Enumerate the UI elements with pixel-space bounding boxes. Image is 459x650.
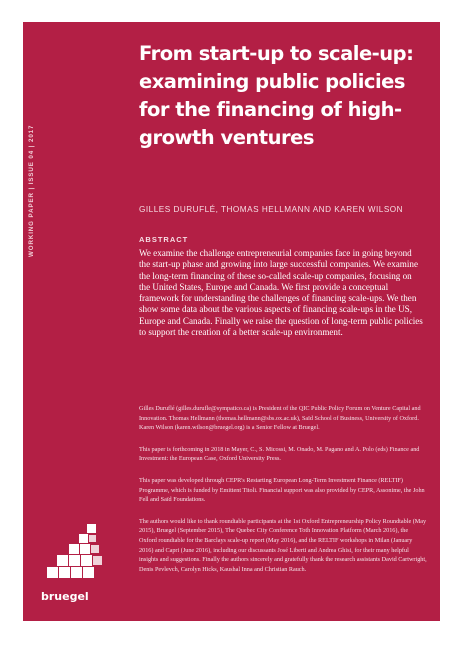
paper-title: From start-up to scale-up: examining public policies for the financing of high-growth ventures [139, 42, 414, 149]
footnotes [139, 404, 427, 586]
bruegel-logo: bruegel [41, 590, 89, 603]
side-label [28, 47, 44, 257]
abstract-heading: ABSTRACT [139, 235, 189, 244]
series-label: WORKING PAPER | ISSUE 04 | 2017 [28, 124, 35, 257]
publication-note: This paper is forthcoming in 2018 in Mayer, C., S. Micossi, M. Onado, M. Pagano and A. Polo (eds) Finance and Investment: the European Case, Oxford University Press. [139, 445, 420, 463]
cover-page [23, 22, 440, 621]
author-note: Gilles Duruflé (gilles.durufle@sympatico.ca) is President of the QIC Public Policy Forum on Venture Capital and Innovation. Thomas Hellmann (thomas.hellmann@sbs.ox.ac.uk), Saïd School of Business, University of Oxford. Karen Wilson (karen.wilson@bruegel.org) is a Senior Fellow at Bruegel. [139, 405, 421, 432]
author-list: GILLES DURUFLÉ, THOMAS HELLMANN AND KAREN WILSON [139, 205, 404, 214]
funding-note: This paper was developed through CEPR's Restarting European Long-Term Investment Finance (RELTIF) Programme, which is funded by Emittent Titoli. Financial support was also provided by CEPR, Assonime, the John Fell and Saïd Foundations. [139, 476, 425, 504]
acknowledgement-note: The authors would like to thank roundtable participants at the 1st Oxford Entrepreneurship Policy Roundtable (May 2015), Bruegel (September 2015), The Quebec City Conference Toth Innovation Platform (March 2016), the Oxford roundtable for the Barclays scale-up report (May 2016), and the RELTIF workshops in Milan (January 2016) and Capri (June 2016), including our discussants José Liberti and Andrea Ghisi, for their many helpful insights and suggestions. Finally the authors sincerely and gratefully thank the research assistants David Cartwright, Denis Pevlevch, Carolyn Hicks, Kaushal Inna and Christian Rauch. [139, 517, 427, 573]
abstract-body: We examine the challenge entrepreneurial companies face in going beyond the start-up phase and growing into large successful companies. We examine the long-term financing of these so-called scale-up companies, focusing on the United States, Europe and Canada. We first provide a conceptual framework for understanding the challenges of financing scale-ups. We then show some data about the various aspects of financing scale-ups in the US, Europe and Canada. Finally we raise the question of long-term public policies to support the creation of a better scale-up environment. [139, 248, 423, 338]
